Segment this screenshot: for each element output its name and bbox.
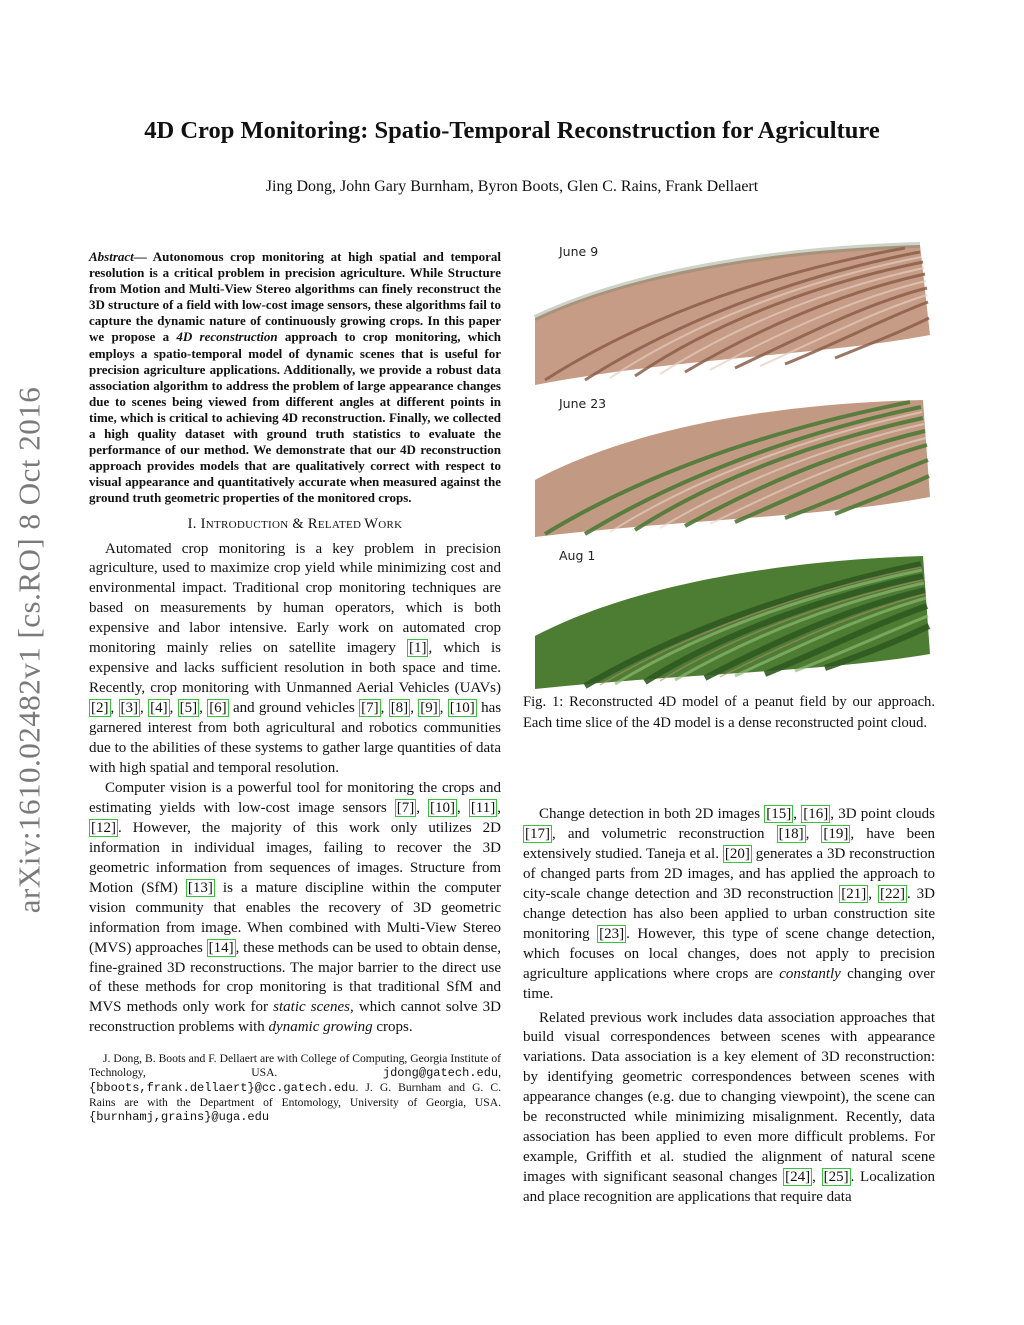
citation-link[interactable]: [20]: [724, 845, 750, 862]
email-link[interactable]: {bboots,frank.dellaert}@cc.gatech.edu: [89, 1081, 356, 1096]
citation-link[interactable]: [7]: [396, 799, 415, 816]
abstract-dash: —: [133, 249, 147, 264]
citation-link[interactable]: [10]: [430, 799, 456, 816]
citation-link[interactable]: [22]: [879, 885, 905, 902]
abstract-emphasis: 4D reconstruction: [176, 329, 278, 345]
figure-1: [523, 240, 935, 692]
citation-link[interactable]: [6]: [209, 700, 227, 717]
right-column: [523, 240, 936, 1206]
email-link[interactable]: jdong@gatech.edu: [382, 1066, 499, 1081]
citation-link[interactable]: [5]: [179, 700, 198, 717]
panel-label: June 23: [559, 396, 607, 411]
citation-link[interactable]: [15]: [766, 806, 792, 822]
citation-link[interactable]: [7]: [361, 700, 379, 717]
citation-link[interactable]: [23]: [599, 925, 625, 942]
citation-link[interactable]: [18]: [778, 825, 804, 842]
abstract-text-2: approach to crop monitoring, which employs a spatio-temporal model of dynamic scenes that is useful for precision agriculture applications. Additionally, we provide a robust data association algorithm to address the problem of large appearance changes due to scenes being viewed from different angles at different points in time, which is critical to achieving 4D reconstruction. Finally, we collected a high quality dataset with ground truth statistics to evaluate the performance of our method. We demonstrate that our 4D reconstruction approach provides models that are qualitatively correct with respect to visual appearance and quantitatively accurate when measured against the ground truth geometric properties of the monitored crops.: [89, 329, 502, 506]
citation-link[interactable]: [11]: [470, 799, 496, 816]
field-reconstruction-image: [525, 240, 935, 385]
citation-link[interactable]: [24]: [785, 1169, 811, 1186]
citation-link[interactable]: [14]: [208, 939, 234, 956]
affiliation-footnote: J. Dong, B. Boots and F. Dellaert are with College of Computing, Georgia Institute of Technology, USA. jdong@gatech.edu, {bboots,frank.dellaert}@cc.gatech.edu. J. G. Burnham and G. C. Rains are with the Department of Entomology, University of Georgia, USA. {burnhamj,grains}@uga.edu: [89, 1052, 501, 1124]
arxiv-id: arXiv:1610.02482v1 [cs.RO] 8 Oct 2016: [11, 386, 46, 914]
field-reconstruction-image: [525, 392, 935, 537]
citation-link[interactable]: [16]: [803, 806, 829, 822]
paragraph-3: Change detection in both 2D images [15] , [16] , 3D point clouds [17] , and volumetric reconstruction [18] , [19] , have been extensively studied. Taneja et al. [20] generates a 3D reconstruction of changed parts from 2D images, and has applied the approach to city-scale change detection and 3D reconstruction [21] , [22] . 3D change detection has also been applied to urban construction site monitoring [23] . However, this type of scene change detection, which focuses on local changes, does not apply to precision agriculture applications where crops are constantly changing over time.: [523, 806, 936, 1002]
citation-link[interactable]: [21]: [841, 885, 867, 902]
paragraph-1: Automated crop monitoring is a key problem in precision agriculture, used to maximize crop yield while minimizing cost and environmental impact. Traditional crop monitoring techniques are based on measurements by human operators, which is both expensive and labor intensive. Early work on automated crop monitoring mainly relies on satellite imagery [1] , which is expensive and lacks sufficient resolution in both space and time. Recently, crop monitoring with Unmanned Aerial Vehicles (UAVs) [2] , [3] , [4] , [5] , [6] and ground vehicles [7] , [8] , [9] , [10] has garnered interest from both agricultural and robotics communities due to the abilities of these systems to gather large quantities of data with high spatial and temporal resolution.: [89, 540, 502, 776]
citation-link[interactable]: [25]: [823, 1169, 849, 1186]
citation-link[interactable]: [12]: [91, 819, 116, 836]
abstract-label: Abstract: [89, 249, 134, 264]
abstract: [89, 249, 501, 507]
citation-link[interactable]: [10]: [449, 700, 475, 717]
point-cloud-panel-aug-1: [525, 544, 935, 689]
paper-title: 4D Crop Monitoring: Spatio-Temporal Reconstruction for Agriculture: [144, 117, 880, 144]
email-link[interactable]: {burnhamj,grains}@uga.edu: [89, 1109, 270, 1124]
field-reconstruction-image: [525, 544, 935, 689]
citation-link[interactable]: [8]: [390, 700, 409, 717]
arxiv-stamp: [4, 360, 54, 940]
point-cloud-panel-june-23: [525, 392, 935, 537]
citation-link[interactable]: [9]: [420, 700, 438, 717]
panel-label: June 9: [559, 244, 599, 259]
right-column-text: [523, 805, 935, 1208]
citation-link[interactable]: [4]: [150, 700, 168, 717]
citation-link[interactable]: [19]: [823, 825, 849, 842]
section-heading-introduction: I. INTRODUCTION & RELATED WORK: [187, 515, 403, 532]
citation-link[interactable]: [17]: [525, 825, 550, 842]
panel-label: Aug 1: [559, 548, 596, 563]
left-column: [89, 249, 501, 1125]
point-cloud-panel-june-9: [525, 240, 935, 385]
author-list: Jing Dong, John Gary Burnham, Byron Boots, Glen C. Rains, Frank Dellaert: [265, 178, 759, 195]
citation-link[interactable]: [3]: [120, 700, 139, 717]
figure-caption: Fig. 1: Reconstructed 4D model of a peanut field by our approach. Each time slice of the 4D model is a dense reconstructed point cloud.: [523, 694, 935, 731]
abstract-text-1: Autonomous crop monitoring at high spatial and temporal resolution is a critical problem in precision agriculture. While Structure from Motion and Multi-View Stereo algorithms can finely reconstruct the 3D structure of a field with low-cost image sensors, these algorithms fail to capture the dynamic nature of continuously growing crops. In this paper we propose a: [89, 249, 501, 345]
paragraph-2: Computer vision is a powerful tool for monitoring the crops and estimating yields with low-cost image sensors [7] , [10] , [11] , [12] . However, the majority of this work only utilizes 2D information in individual images, failing to recover the 3D geometric information from sequences of images. Structure from Motion (SfM) [13] is a mature discipline within the computer vision community that enables the recovery of 3D geometric information from image. When combined with Multi-View Stereo (MVS) approaches [14] , these methods can be used to obtain dense, fine-grained 3D reconstructions. The major barrier to the direct use of these methods for crop monitoring is that traditional SfM and MVS methods only work for static scenes, which cannot solve 3D reconstruction problems with dynamic growing crops.: [89, 779, 502, 1036]
citation-link[interactable]: [13]: [187, 879, 213, 896]
paragraph-4: Related previous work includes data association approaches that build visual correspondences between scenes with appearance variations. Data association is a key element of 3D reconstruction: by identifying geometric correspondences between scenes with appearance changes (e.g. due to changing viewpoint), the scene can be reconstructed while minimizing misalignment. Recently, data association has been applied to even more difficult problems. For example, Griffith et al. studied the alignment of natural scene images with significant seasonal changes [24] , [25] . Localization and place recognition are applications that require data: [523, 1009, 935, 1206]
citation-link[interactable]: [1]: [408, 640, 427, 657]
citation-link[interactable]: [2]: [91, 700, 109, 717]
